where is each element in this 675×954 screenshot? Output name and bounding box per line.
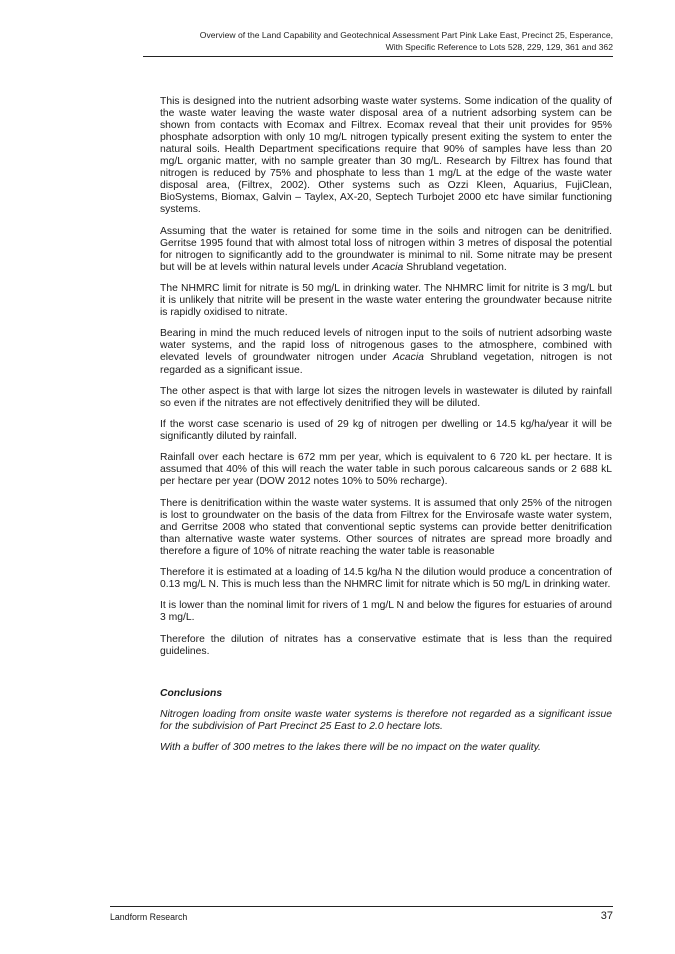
page-footer [110,906,613,930]
conclusions-heading: Conclusions [160,687,223,699]
paragraph-2-text: Assuming that the water is retained for some time in the soils and nitrogen can be denitrified. Gerritse 1995 found that with almost total loss of nitrogen within 3 metres of disposal the potential for nitrogen to significantly add to the groundwater is minimal to nil. Some nitrate may be present but will be at levels within natural levels under [160,225,612,273]
paragraph-5: The other aspect is that with large lot sizes the nitrogen levels in wastewater is diluted by rainfall so even if the nitrates are not effectively denitrified they will be diluted. [160,385,612,409]
paragraph-4-end: Shrubland vegetation, nitrogen is not regarded as a significant issue. [160,352,612,376]
paragraph-10: It is lower than the nominal limit for rivers of 1 mg/L N and below the figures for estuaries of around 3 mg/L. [160,600,612,624]
paragraph-1: This is designed into the nutrient adsorbing waste water systems. Some indication of the quality of the waste water leaving the waste water disposal area of a nutrient adsorbing system can be shown from contacts with Ecomax and Filtrex. Ecomax reveal that their unit provides for 95% phosphate adsorption with only 10 mg/L nitrogen typically present exiting the system to enter the natural soils. Health Department specifications require that 90% of samples have less than 20 mg/L organic matter, with no sample greater than 30 mg/L. Research by Filtrex has found that nitrogen is reduced by 75% and phosphate to less than 1 mg/L at the edge of the waste water disposal area, (Filtrex, 2002). Other systems such as Ozzi Kleen, Aquarius, FujiClean, BioSystems, Biomax, Galvin – Taylex, AX-20, Septech Turbojet 2000 etc have similar functioning systems. [160,96,612,216]
conclusion-paragraph-1: Nitrogen loading from onsite waste water systems is therefore not regarded as a significant issue for the subdivision of Part Precinct 25 East to 2.0 hectare lots. [160,708,612,732]
paragraph-8: There is denitrification within the waste water systems. It is assumed that only 25% of the nitrogen is lost to groundwater on the basis of the data from Filtrex for the Envirosafe waste water system, and Gerritse 2008 who stated that conventional septic systems can provide better denitrification than alternative waste water systems. Other sources of nitrates are spread more broadly and therefore a figure of 10% of nitrate reaching the water table is reasonable [160,497,612,557]
page-number: 37 [600,910,613,922]
footer-organization: Landform Research [110,912,188,922]
paragraph-9: Therefore it is estimated at a loading of 14.5 kg/ha N the dilution would produce a concentration of 0.13 mg/L N. This is much less than the NHMRC limit for nitrate which is 50 mg/L in drinking water. [160,567,612,591]
paragraph-2 [160,226,612,274]
paragraph-7: Rainfall over each hectare is 672 mm per year, which is equivalent to 6 720 kL per hectare. It is assumed that 40% of this will reach the water table in such porous calcareous sands or 2 688 kL per hectare per year (DOW 2012 notes 10% to 50% recharge). [160,452,612,488]
page-header [143,30,613,57]
header-line-1: Overview of the Land Capability and Geotechnical Assessment Part Pink Lake East, Precinct 25, Esperance, [199,30,613,40]
paragraph-6: If the worst case scenario is used of 29 kg of nitrogen per dwelling or 14.5 kg/ha/year it will be significantly diluted by rainfall. [160,419,612,443]
conclusion-paragraph-2: With a buffer of 300 metres to the lakes there will be no impact on the water quality. [160,742,541,754]
paragraph-11: Therefore the dilution of nitrates has a conservative estimate that is less than the required guidelines. [160,633,612,657]
paragraph-4-text: Bearing in mind the much reduced levels of nitrogen input to the soils of nutrient adsorbing waste water systems, and the rapid loss of nitrogenous gases to the atmosphere, combined with elevated levels of groundwater nitrogen under [160,328,612,364]
document-body [160,96,612,763]
paragraph-2-italic: Acacia [372,261,404,273]
header-line-2: With Specific Reference to Lots 528, 229, 129, 361 and 362 [385,41,613,52]
paragraph-2-end: Shrubland vegetation. [403,261,507,273]
paragraph-3: The NHMRC limit for nitrate is 50 mg/L in drinking water. The NHMRC limit for nitrite is 3 mg/L but it is unlikely that nitrite will be present in the waste water entering the groundwater because nitrite is rapidly oxidised to nitrate. [160,283,612,319]
paragraph-4-italic: Acacia [392,352,424,364]
paragraph-4 [160,328,612,376]
